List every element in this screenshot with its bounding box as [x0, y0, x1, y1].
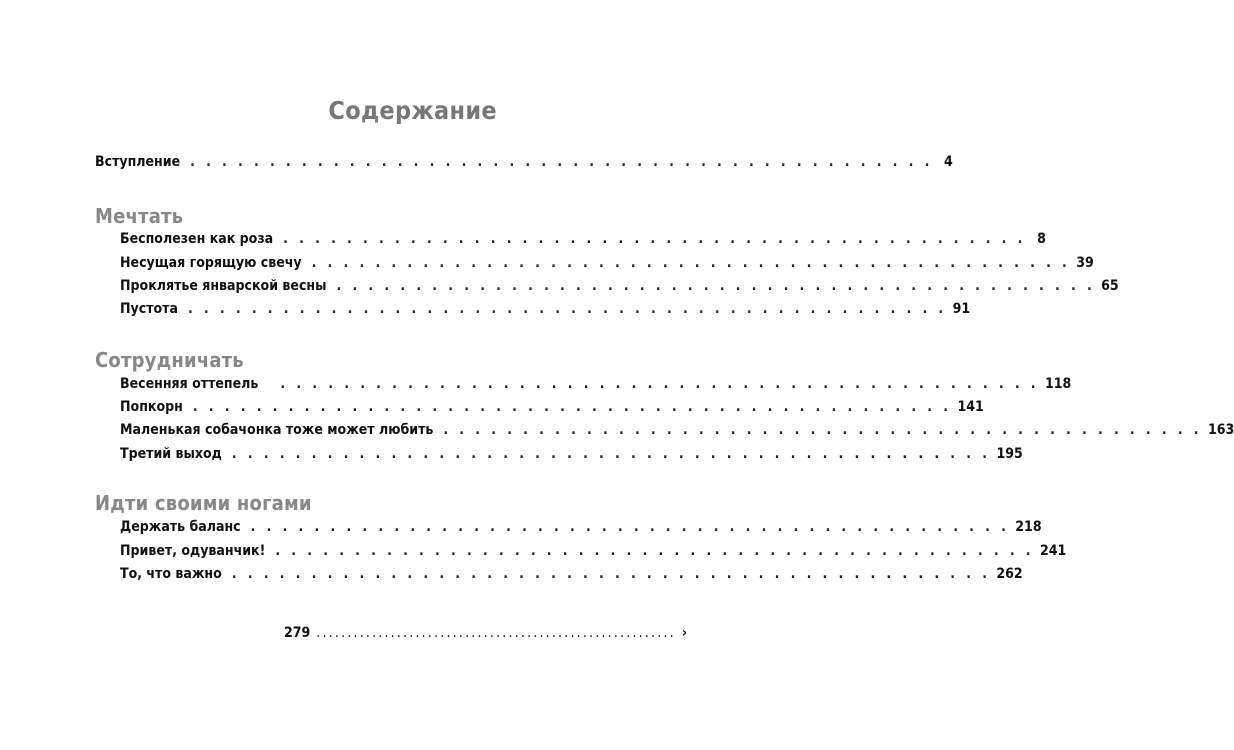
dot-leader: . . . . . . . . . . . . . . . . . . . . . . . . . . . . . . . . . . . . . . . . . . . . . . .: [190, 154, 933, 170]
dot-leader: . . . . . . . . . . . . . . . . . . . . . . . . . . . . . . . . . . . . . . . . . . . . . . . .: [443, 422, 1202, 438]
toc-entry-page: 163: [1207, 422, 1234, 438]
toc-entry[interactable]: [120, 254, 1094, 272]
toc-entry-page: 262: [996, 566, 1023, 582]
toc-entry-page: 118: [1045, 376, 1072, 392]
toc-entry[interactable]: [120, 398, 984, 416]
toc-entry[interactable]: [120, 230, 1046, 248]
dot-leader: . . . . . . . . . . . . . . . . . . . . . . . . . . . . . . . . . . . . . . . . . . . . . . . .: [336, 278, 1096, 294]
toc-entry-label: Весенняя оттепель: [120, 376, 259, 392]
dot-leader: . . . . . . . . . . . . . . . . . . . . . . . . . . . . . . . . . . . . . . . . . . . . . . . .: [187, 301, 947, 317]
toc-entry-label: То, что важно: [120, 566, 222, 582]
next-page-link[interactable]: [284, 625, 688, 641]
section-title-cooperate: Сотрудничать: [95, 348, 244, 372]
toc-entry-label: Привет, одуванчик!: [120, 543, 266, 559]
dot-leader: . . . . . . . . . . . . . . . . . . . . . . . . . . . . . . . . . . . . . . . . . . . . . . .: [283, 231, 1026, 247]
chevron-right-icon[interactable]: ›: [681, 625, 688, 641]
toc-entry[interactable]: [120, 565, 1023, 583]
section-title-walk: Идти своими ногами: [95, 491, 312, 515]
toc-entry-label: Несущая горящую свечу: [120, 255, 302, 271]
toc-entry[interactable]: [120, 375, 1072, 393]
section-title-dream: Мечтать: [95, 204, 184, 228]
toc-entry-label: Проклятье январской весны: [120, 278, 327, 294]
dot-leader: . . . . . . . . . . . . . . . . . . . . . . . . . . . . . . . . . . . . . . . . . . . . . . . .: [280, 376, 1039, 392]
toc-entry-label: Третий выход: [120, 446, 222, 462]
toc-entry[interactable]: [120, 445, 1023, 463]
toc-entry-intro[interactable]: [95, 153, 953, 171]
footer-page-number: 279: [284, 625, 311, 641]
dot-leader: . . . . . . . . . . . . . . . . . . . . . . . . . . . . . . . . . . . . . . . . . . . . . . . .: [250, 519, 1010, 535]
toc-entry-page: 195: [996, 446, 1023, 462]
page-title: Содержание: [328, 96, 497, 125]
toc-entry-label: Держать баланс: [120, 519, 241, 535]
toc-entry-page: 91: [952, 301, 971, 317]
dot-leader: . . . . . . . . . . . . . . . . . . . . . . . . . . . . . . . . . . . . . . . . . . . . . . . .: [192, 399, 952, 415]
toc-entry-page: 39: [1076, 255, 1094, 271]
toc-entry-page: 4: [944, 154, 953, 170]
dot-leader: . . . . . . . . . . . . . . . . . . . . . . . . . . . . . . . . . . . . . . . . . . . . . . . .: [275, 543, 1034, 559]
dot-leader: . . . . . . . . . . . . . . . . . . . . . . . . . . . . . . . . . . . . . . . . . . . . . . . .: [231, 446, 991, 462]
toc-entry-page: 8: [1037, 231, 1046, 247]
toc-entry[interactable]: [120, 277, 1119, 295]
toc-entry-label: Вступление: [95, 154, 181, 170]
toc-entry-label: Пустота: [120, 301, 178, 317]
toc-entry[interactable]: [120, 421, 1234, 439]
toc-entry[interactable]: [120, 300, 971, 318]
toc-entry-page: 141: [957, 399, 984, 415]
toc-entry-page: 218: [1015, 519, 1042, 535]
toc-entry-label: Бесполезен как роза: [120, 231, 274, 247]
toc-entry-page: 65: [1101, 278, 1119, 294]
toc-entry-label: Маленькая собачонка тоже может любить: [120, 422, 434, 438]
dot-leader: ..........................................................: [316, 625, 676, 641]
toc-entry[interactable]: [120, 518, 1042, 536]
toc-entry-page: 241: [1039, 543, 1067, 559]
toc-entry[interactable]: [120, 542, 1067, 560]
dot-leader: . . . . . . . . . . . . . . . . . . . . . . . . . . . . . . . . . . . . . . . . . . . . . . . .: [311, 255, 1071, 271]
dot-leader: . . . . . . . . . . . . . . . . . . . . . . . . . . . . . . . . . . . . . . . . . . . . . . . .: [231, 566, 991, 582]
toc-entry-label: Попкорн: [120, 399, 183, 415]
